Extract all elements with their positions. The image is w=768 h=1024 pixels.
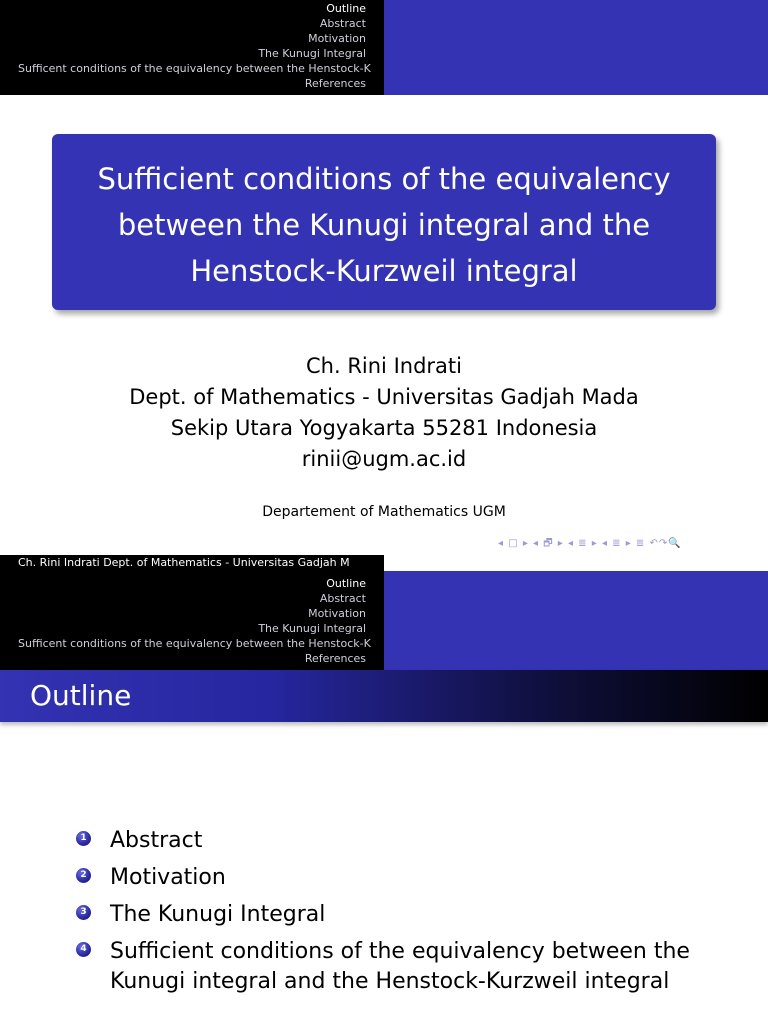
nav-link-abstract[interactable]: Abstract	[319, 17, 366, 30]
slide2-nav-panel	[0, 571, 384, 670]
author-address: Sekip Utara Yogyakarta 55281 Indonesia	[170, 416, 598, 440]
nav-link-sufficient-conditions[interactable]: Sufficent conditions of the equivalency between the Henstock-K	[18, 637, 371, 650]
toc-item-label: Motivation	[110, 865, 226, 890]
nav-link-kunugi-integral[interactable]: The Kunugi Integral	[258, 47, 366, 60]
author-department: Dept. of Mathematics - Universitas Gadjah Mada	[129, 385, 639, 409]
nav-link-motivation[interactable]: Motivation	[308, 32, 366, 45]
nav-link-references[interactable]: References	[304, 77, 366, 90]
presentation-title	[0, 156, 768, 294]
numbered-ball-icon: 2	[76, 868, 91, 883]
nav-link-references[interactable]: References	[304, 652, 366, 665]
nav-link-outline[interactable]: Outline	[326, 577, 366, 590]
toc-item-label: The Kunugi Integral	[110, 902, 326, 927]
nav-link-kunugi-integral[interactable]: The Kunugi Integral	[258, 622, 366, 635]
frame-title-bar	[0, 670, 768, 722]
slide2-author-strip: Ch. Rini Indrati Dept. of Mathematics - Universitas Gadjah M	[0, 555, 384, 571]
nav-link-motivation[interactable]: Motivation	[308, 607, 366, 620]
slide2-header	[0, 571, 768, 670]
slide1-header	[0, 0, 768, 95]
nav-link-outline[interactable]: Outline	[326, 2, 366, 15]
numbered-ball-icon: 3	[76, 905, 91, 920]
toc-item-label-continued: Kunugi integral and the Henstock-Kurzweil integral	[110, 969, 670, 994]
title-line-2: between the Kunugi integral and the	[117, 208, 651, 242]
nav-link-abstract[interactable]: Abstract	[319, 592, 366, 605]
author-email[interactable]: rinii@ugm.ac.id	[301, 447, 467, 471]
frame-title: Outline	[30, 679, 132, 712]
author-name: Ch. Rini Indrati	[306, 354, 462, 378]
nav-link-sufficient-conditions[interactable]: Sufficent conditions of the equivalency between the Henstock-K	[18, 62, 371, 75]
toc-item-label: Abstract	[110, 828, 203, 853]
title-line-3: Henstock-Kurzweil integral	[190, 254, 578, 288]
title-line-1: Sufficient conditions of the equivalency	[97, 162, 671, 196]
numbered-ball-icon: 1	[76, 831, 91, 846]
slide2-header-band	[384, 571, 768, 670]
toc-item-label: Sufficient conditions of the equivalency between the	[110, 939, 690, 964]
slide1-nav-panel	[0, 0, 384, 95]
slide1-header-band	[384, 0, 768, 95]
numbered-ball-icon: 4	[76, 942, 91, 957]
institute-label: Departement of Mathematics UGM	[262, 504, 506, 520]
beamer-navigation-symbols[interactable]: ◂ □ ▸ ◂ 🗗 ▸ ◂ ≣ ▸ ◂ ≣ ▸ ≣ ↶↷🔍	[498, 538, 682, 549]
